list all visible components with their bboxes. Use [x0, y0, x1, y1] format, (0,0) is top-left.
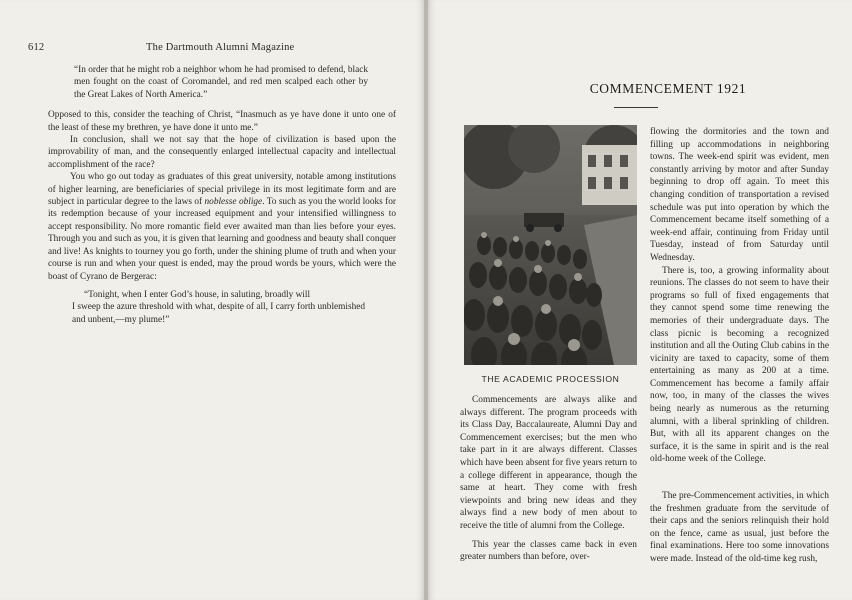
- column-left-paragraph-2: This year the classes came back in even greater numbers than before, over-: [460, 539, 637, 563]
- column-right-lower: [650, 490, 829, 566]
- column-left-paragraph-1: Commencements are always alike and always different. The program proceeds with its Class Day, Baccalaureate, Alumni Day and Commencement exercises; but the men who take part in it are always different. Classes which have been absent for five years return to a college different in appearance, though the same at heart. They come with fresh viewpoints and bring new ideas and they always find a new body of men about to receive the title of alumni from the College.: [460, 395, 637, 531]
- title-rule: [614, 107, 658, 108]
- page-number: 612: [28, 42, 45, 53]
- verse-quote: [48, 289, 396, 326]
- paragraph-1: Opposed to this, consider the teaching of Christ, “Inasmuch as ye have done it unto one of the least of these my brethren, ye have done it unto me.”: [48, 110, 396, 133]
- column-left: [460, 394, 637, 564]
- paragraph-3: [48, 171, 396, 283]
- column-right: [650, 126, 829, 466]
- column-right-paragraph-2: There is, too, a growing informality about reunions. The classes do not seem to have their programs so full of fixed engagements that they cannot spend some time renewing the memories of their undergraduate days. The class picnic is becoming a recognized institution and all the Outing Club cabins in the vicinity are taxed to capacity, some of them entertaining as many as 200 at a time. Commencement has become a family affair now, too, in many of the classes the wives being nearly as numerous as the returning alumni, with a liberal sprinkling of children. But, with all its apparent changes on the surface, it is the same in spirit and is the real old-home week of the College.: [650, 265, 829, 465]
- paragraph-2: In conclusion, shall we not say that the hope of civilization is based upon the improvability of man, and the consequently enlarged intellectual capacity and intellectual accomplishment of the race?: [48, 135, 396, 170]
- paragraph-3-start: You who go out today as graduates of this great university, notable among institutions of higher learning, are beneficiaries of special privilege in its most legitimate form and are subject in particular degree to the laws of: [48, 172, 396, 208]
- left-page-text: [48, 64, 396, 326]
- column-right-paragraph-1: flowing the dormitories and the town and filling up accommodations in neighboring towns. The week-end spirit was evident, men constantly arriving by motor and after Sunday beginning to drop off again. To meet this changing condition of transportation a revised schedule was put into operation by which the Commencement became itself something of a week-end affair, continuing from Friday until Tuesday, instead of from Saturday until Wednesday.: [650, 127, 829, 263]
- verse-line-2: I sweep the azure threshold with what, despite of all, I carry forth unblemished and unbent,—my plume!”: [72, 302, 366, 325]
- academic-procession-photo: [464, 125, 637, 365]
- column-right-paragraph-3: The pre-Commencement activities, in which the freshmen graduate from the servitude of their caps and the seniors relinquish their hold on the fence, came as usual, just before the final examinations. Here too some innovations were made. Instead of the old-time keg rush,: [650, 491, 829, 564]
- quote-paragraph: “In order that he might rob a neighbor whom he had promised to defend, black men fought on the coast of Coromandel, and red men scalped each other by the Great Lakes of North America.”: [74, 65, 368, 100]
- paragraph-3-end: . To such as you the world looks for its redemption because of your increased equipment and your intensified willingness to accept responsibility. No more romantic field ever awaited man than lies before your eyes. Through you and such as you, it is given that learning and goodness and beauty shall conquer and live! As knights to tourney you go forth, under the shining plume of truth and when your course is run and when your quest is ended, may the proud words be yours, which were the boast of Cyrano de Bergerac:: [48, 197, 396, 282]
- paragraph-3-italic: noblesse oblige: [204, 197, 263, 208]
- verse-line-1: “Tonight, when I enter God’s house, in saluting, broadly will: [84, 289, 311, 300]
- left-page: [0, 0, 424, 600]
- running-title: The Dartmouth Alumni Magazine: [146, 42, 295, 53]
- photo-caption: THE ACADEMIC PROCESSION: [481, 374, 620, 384]
- block-quote: [48, 64, 396, 101]
- article-title: COMMENCEMENT 1921: [589, 81, 747, 96]
